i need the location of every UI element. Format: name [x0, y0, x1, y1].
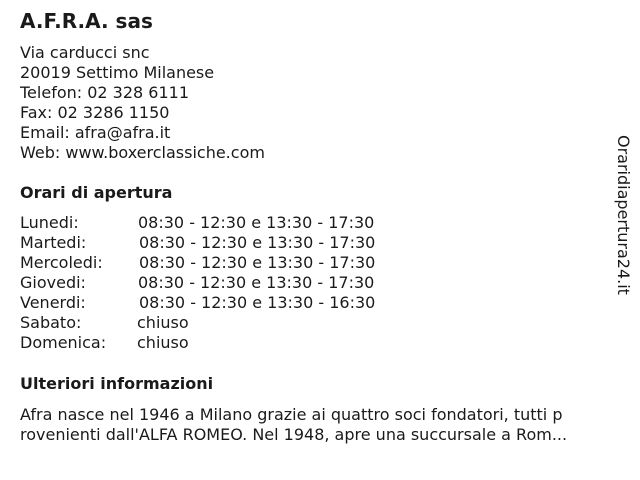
opening-hours-heading: Orari di apertura [20, 183, 173, 202]
hours-time: chiuso [137, 333, 189, 352]
additional-info-line: rovenienti dall'ALFA ROMEO. Nel 1948, apre una succursale a Rom... [20, 425, 568, 444]
hours-time: chiuso [137, 313, 189, 332]
additional-info-text [20, 404, 620, 444]
hours-time: 08:30 - 12:30 e 13:30 - 16:30 [139, 293, 376, 312]
email-address: Email: afra@afra.it [20, 123, 171, 142]
brand-watermark: Oraridiapertura24.it [614, 135, 633, 295]
hours-day: Venerdi: [20, 293, 86, 312]
hours-time: 08:30 - 12:30 e 13:30 - 17:30 [138, 213, 375, 232]
additional-info-heading: Ulteriori informazioni [20, 374, 214, 393]
phone-number: Telefon: 02 328 6111 [20, 83, 190, 102]
hours-day: Martedi: [20, 233, 87, 252]
hours-time: 08:30 - 12:30 e 13:30 - 17:30 [139, 253, 376, 272]
hours-day: Domenica: [20, 333, 107, 352]
address-street: Via carducci snc [20, 43, 150, 62]
business-name: A.F.R.A. sas [20, 9, 153, 33]
hours-time: 08:30 - 12:30 e 13:30 - 17:30 [138, 273, 375, 292]
hours-day: Lunedi: [20, 213, 79, 232]
hours-day: Sabato: [20, 313, 82, 332]
address-city: 20019 Settimo Milanese [20, 63, 215, 82]
hours-time: 08:30 - 12:30 e 13:30 - 17:30 [139, 233, 376, 252]
hours-day: Mercoledi: [20, 253, 103, 272]
hours-day: Giovedi: [20, 273, 86, 292]
fax-number: Fax: 02 3286 1150 [20, 103, 170, 122]
additional-info-line: Afra nasce nel 1946 a Milano grazie ai quattro soci fondatori, tutti p [20, 405, 563, 424]
contact-block [20, 43, 265, 163]
website-address: Web: www.boxerclassiche.com [20, 143, 265, 162]
